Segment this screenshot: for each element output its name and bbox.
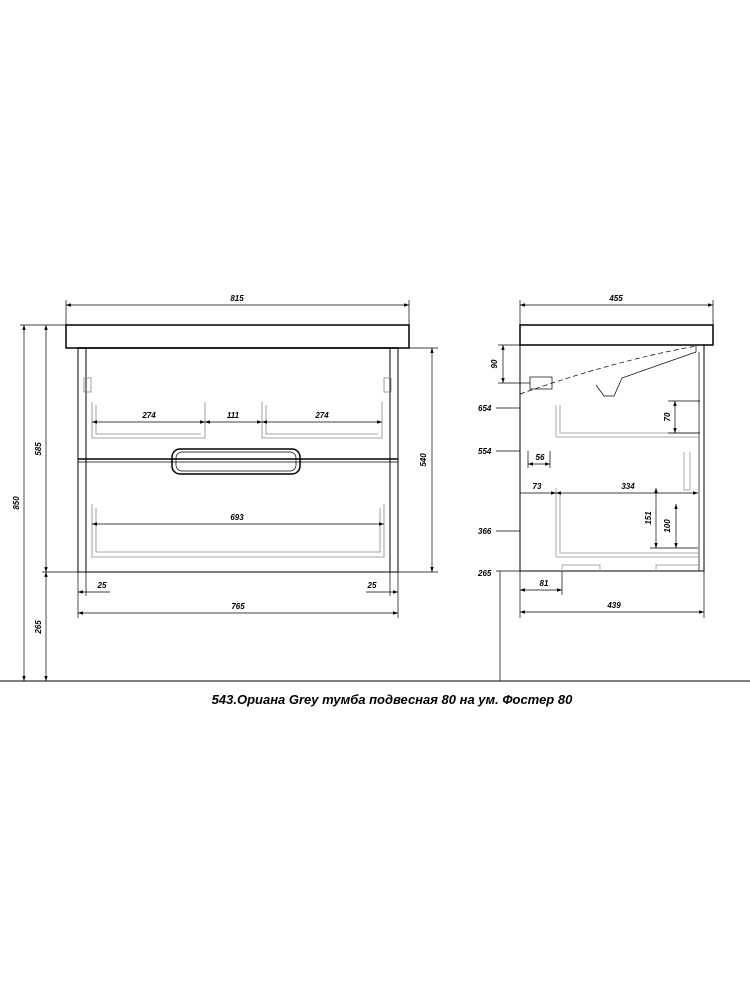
dim-offset-left: 25 xyxy=(97,581,107,590)
basin-bowl xyxy=(596,346,696,396)
side-view xyxy=(477,294,713,681)
dim-height-body: 585 xyxy=(34,442,43,456)
level-654: 654 xyxy=(478,404,492,413)
upper-drawer-right xyxy=(262,402,382,438)
dim-drawer-151: 151 xyxy=(644,511,653,525)
dim-gap-middle: 111 xyxy=(226,411,240,420)
level-265: 265 xyxy=(478,569,492,578)
side-lower-drawer-inner xyxy=(560,492,698,553)
side-countertop xyxy=(520,325,713,345)
dim-width-top: 815 xyxy=(230,294,244,303)
dim-mount-height: 265 xyxy=(34,620,43,634)
upper-fitting-left xyxy=(84,378,91,392)
basin-outline xyxy=(520,346,696,394)
front-drawer-handle-inner xyxy=(176,452,296,471)
dim-height-inner: 540 xyxy=(419,453,428,467)
level-366: 366 xyxy=(478,527,492,536)
drawing-caption: 543.Ориана Grey тумба подвесная 80 на ум. Фостер 80 xyxy=(211,692,573,707)
side-upper-drawer-inner xyxy=(560,405,698,433)
dim-shelf-height: 70 xyxy=(663,412,672,422)
front-view xyxy=(12,294,438,681)
dim-drawer-bottom: 693 xyxy=(230,513,244,522)
dim-depth-bottom: 439 xyxy=(607,601,621,610)
upper-drawer-left xyxy=(92,402,205,438)
dim-drawer-depth: 334 xyxy=(621,482,635,491)
dim-height-total: 850 xyxy=(12,496,21,510)
level-554: 554 xyxy=(478,447,492,456)
lower-drawer xyxy=(92,504,384,557)
side-upper-drawer xyxy=(556,405,698,437)
side-foot-front xyxy=(562,565,600,571)
side-foot-back xyxy=(656,565,698,571)
dim-drawer-100: 100 xyxy=(663,519,672,533)
dim-drawer-left: 274 xyxy=(142,411,156,420)
front-cabinet-body xyxy=(78,348,398,572)
siphon xyxy=(530,377,552,389)
dim-width-bottom: 765 xyxy=(231,602,245,611)
dim-recess-73: 73 xyxy=(532,482,542,491)
front-countertop xyxy=(66,325,409,348)
side-cabinet-body xyxy=(520,345,704,571)
front-drawer-handle xyxy=(172,449,300,474)
side-back-fitting xyxy=(684,452,690,490)
dim-drawer-right: 274 xyxy=(315,411,329,420)
dim-foot-81: 81 xyxy=(539,579,549,588)
dim-recess-56: 56 xyxy=(535,453,545,462)
dim-siphon-height: 90 xyxy=(490,359,499,369)
side-lower-drawer xyxy=(556,488,698,557)
dim-depth-top: 455 xyxy=(609,294,623,303)
dim-offset-right: 25 xyxy=(367,581,377,590)
